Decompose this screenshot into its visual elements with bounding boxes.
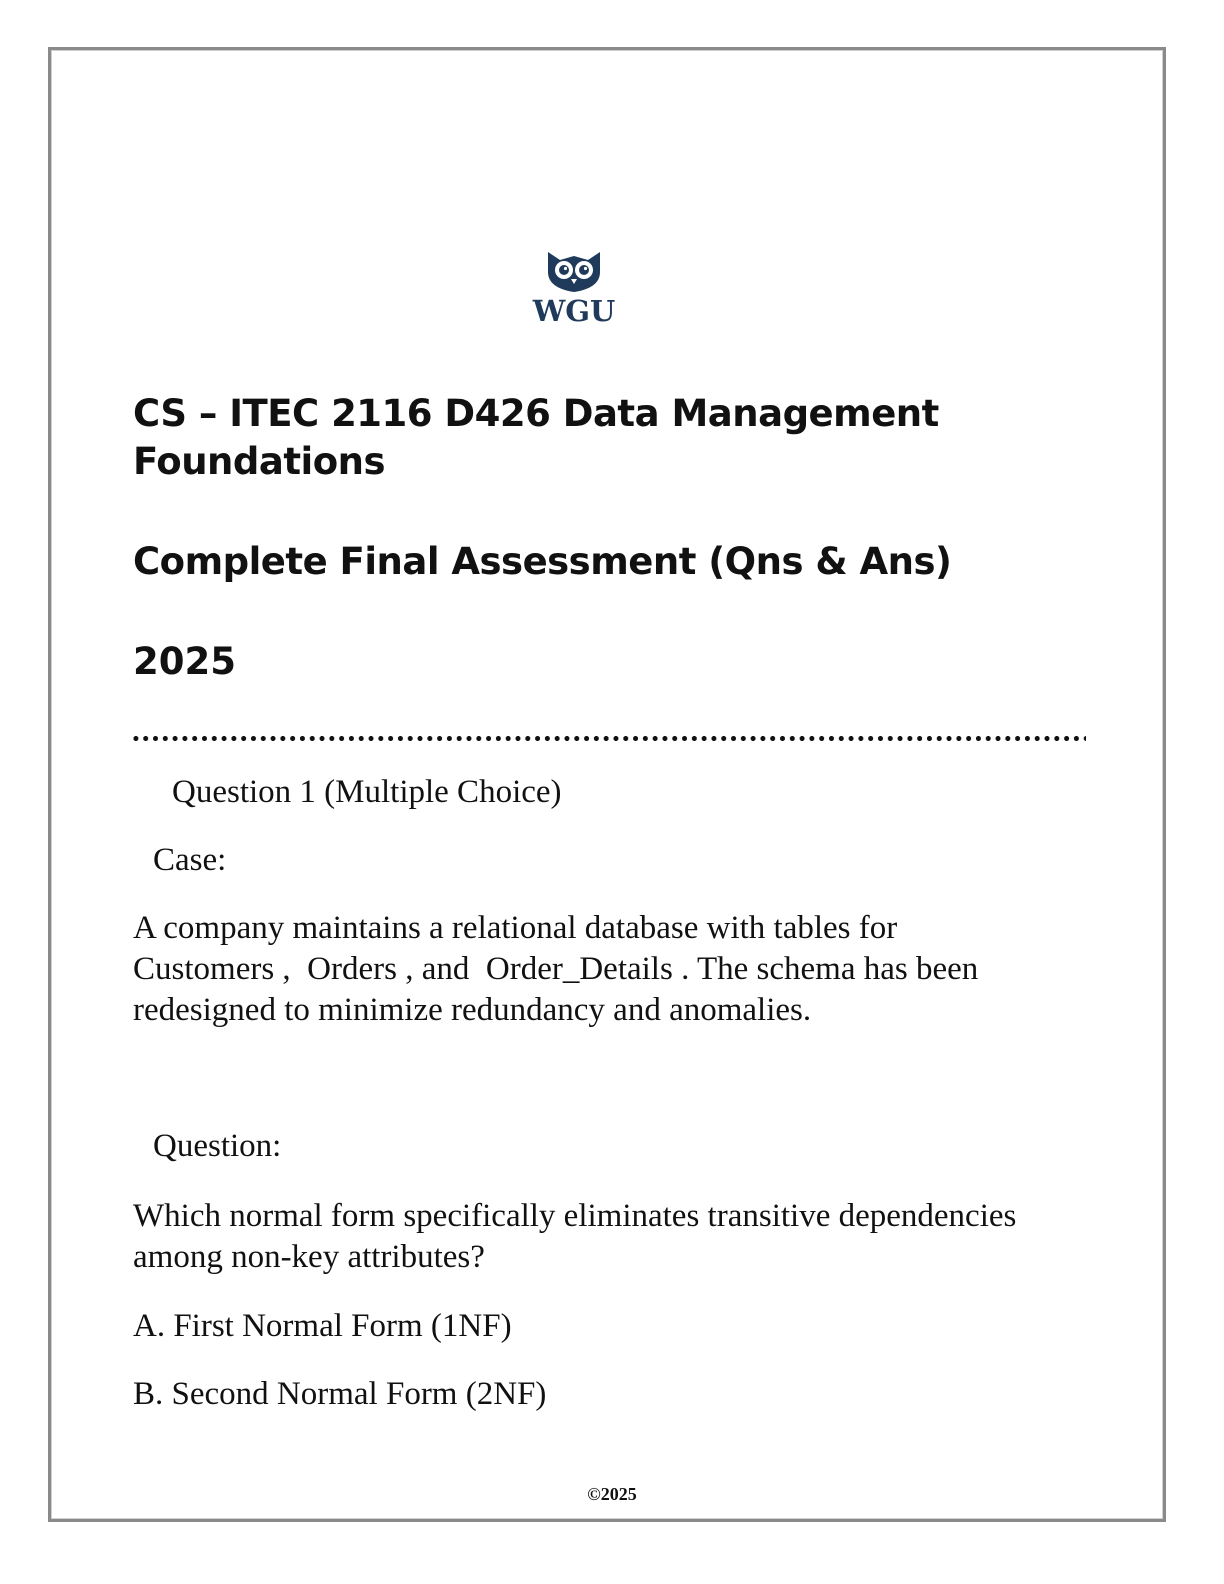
logo-text: WGU — [532, 294, 616, 328]
case-text-sep1: , — [274, 951, 299, 987]
case-text-outro: . The schema has been redesigned to minimize redundancy and anomalies. — [133, 951, 979, 1028]
wgu-logo — [526, 246, 622, 332]
case-label: Case: — [153, 842, 227, 878]
question-heading: Question 1 (Multiple Choice) — [172, 774, 562, 810]
table-name-orders: Orders — [307, 951, 397, 987]
case-text-sep2: , and — [396, 951, 478, 987]
case-text — [133, 908, 1093, 1031]
option-b: B. Second Normal Form (2NF) — [133, 1376, 547, 1412]
document-title: CS – ITEC 2116 D426 Data Management Foundations — [133, 392, 939, 483]
question-text: Which normal form specifically eliminates transitive dependencies among non-key attributes? — [133, 1198, 1017, 1275]
owl-icon — [526, 246, 622, 332]
table-name-customers: Customers — [133, 951, 275, 987]
copyright-footer: ©2025 — [587, 1484, 637, 1504]
document-subtitle: Complete Final Assessment (Qns & Ans) — [133, 540, 952, 583]
option-a: A. First Normal Form (1NF) — [133, 1308, 512, 1344]
table-name-order-details: Order_Details — [485, 951, 673, 987]
case-text-intro: A company maintains a relational database with tables for — [133, 910, 898, 946]
document-year: 2025 — [133, 640, 236, 683]
dotted-separator — [131, 735, 1086, 742]
question-label: Question: — [153, 1128, 282, 1164]
